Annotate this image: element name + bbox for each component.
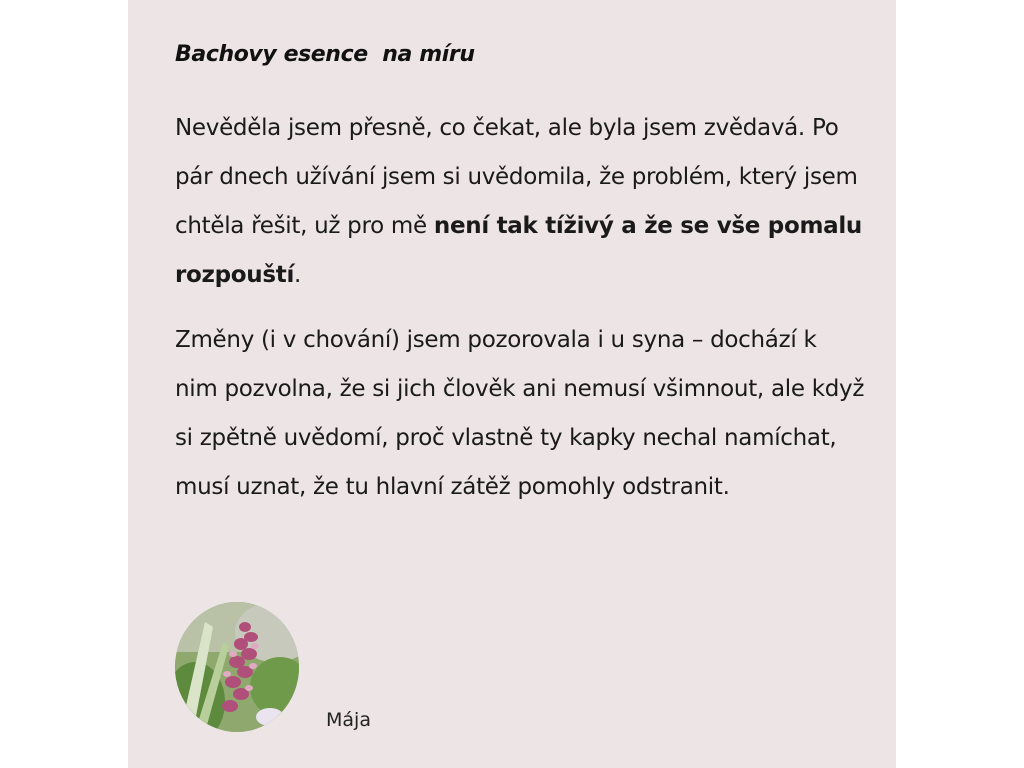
author-avatar (175, 602, 299, 732)
flower-photo-icon (175, 602, 299, 732)
testimonial-title: Bachovy esence na míru (175, 42, 475, 67)
testimonial-paragraph-1 (175, 104, 865, 300)
paragraph-1-end: . (294, 262, 302, 288)
author-name: Mája (326, 709, 371, 731)
paragraph-1-text: Nevěděla jsem přesně, co čekat, ale byla jsem zvědavá. Po pár dnech užívání jsem si uvědomila, že problém, který jsem chtěla řešit, už pro mě (175, 115, 858, 239)
testimonial-paragraph-2: Změny (i v chování) jsem pozorovala i u syna – dochází k nim pozvolna, že si jich člověk ani nemusí všimnout, ale když si zpětně uvědomí, proč vlastně ty kapky nechal namíchat, musí uznat, že tu hlavní zátěž pomohly odstranit. (175, 327, 865, 500)
testimonial-card (128, 0, 896, 768)
paragraph-1-emphasis: není tak tíživý a že se vše pomalu rozpouští (175, 213, 862, 288)
